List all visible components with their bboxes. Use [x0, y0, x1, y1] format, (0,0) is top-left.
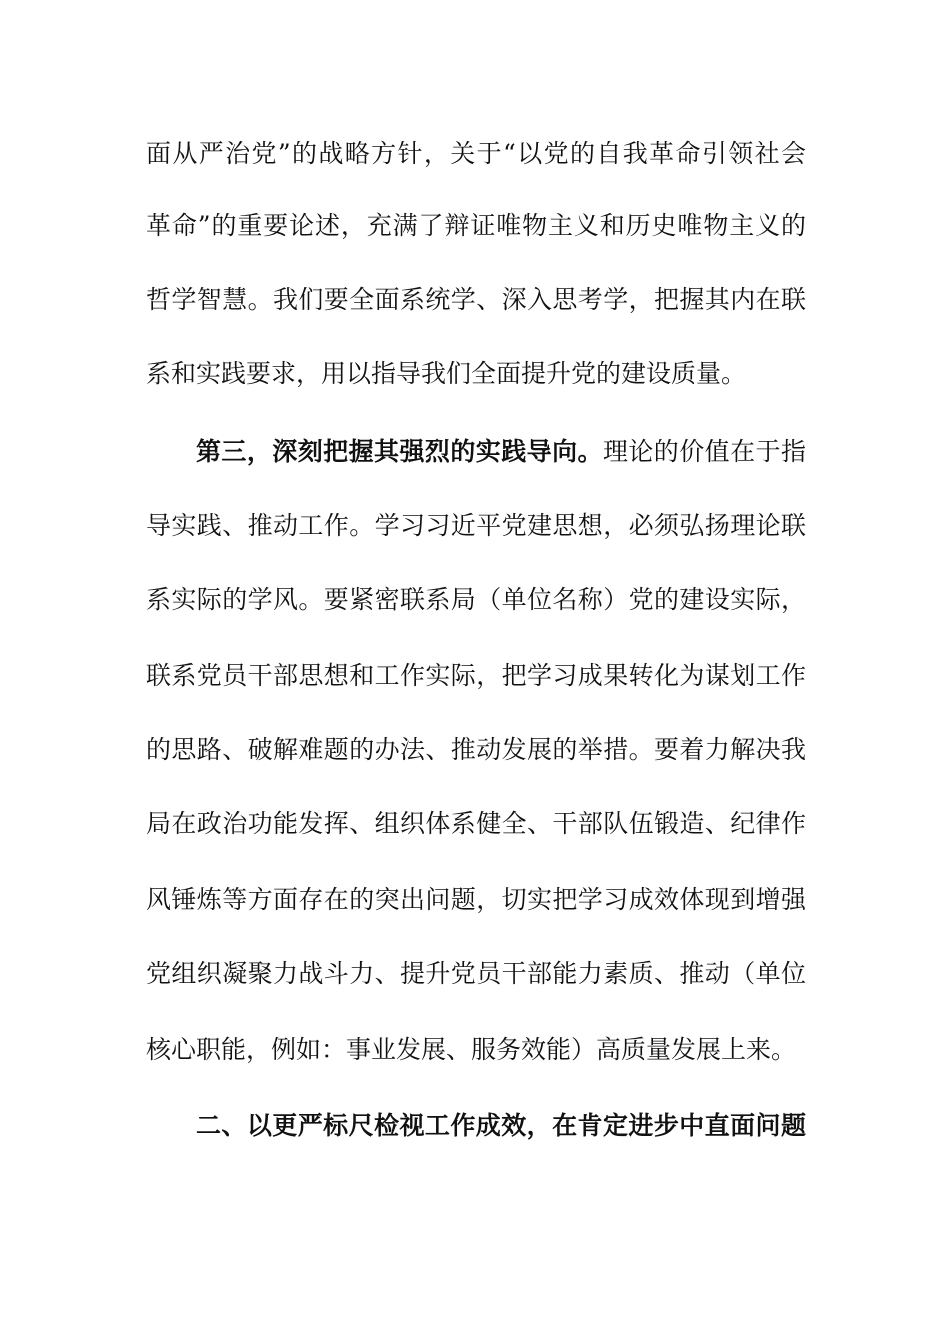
paragraph-2-lead-bold: 第三，深刻把握其强烈的实践导向。 [196, 437, 603, 466]
paragraph-1-line-2: 革命”的重要论述，充满了辩证唯物主义和历史唯物主义的 [146, 211, 806, 240]
paragraph-2-line-9: 核心职能，例如：事业发展、服务效能）高质量发展上来。 [146, 1035, 797, 1064]
paragraph-2-line-1 [196, 432, 806, 472]
paragraph-1-line-4: 系和实践要求，用以指导我们全面提升党的建设质量。 [146, 359, 747, 388]
paragraph-2-line-4: 联系党员干部思想和工作实际，把学习成果转化为谋划工作 [146, 661, 806, 690]
paragraph-1-line-1: 面从严治党”的战略方针，关于“以党的自我革命引领社会 [146, 139, 806, 168]
paragraph-2-line-5: 的思路、破解难题的办法、推动发展的举措。要着力解决我 [146, 735, 806, 764]
section-heading: 二、以更严标尺检视工作成效，在肯定进步中直面问题 [196, 1111, 806, 1140]
paragraph-1-line-3: 哲学智慧。我们要全面系统学、深入思考学，把握其内在联 [146, 285, 806, 314]
paragraph-2-line-8: 党组织凝聚力战斗力、提升党员干部能力素质、推动（单位 [146, 959, 806, 988]
paragraph-2-line-7: 风锤炼等方面存在的突出问题，切实把学习成效体现到增强 [146, 885, 806, 914]
paragraph-2-line-6: 局在政治功能发挥、组织体系健全、干部队伍锻造、纪律作 [146, 809, 806, 838]
paragraph-2-line-2: 导实践、推动工作。学习习近平党建思想，必须弘扬理论联 [146, 511, 806, 540]
paragraph-2-lead-rest: 理论的价值在于指 [602, 437, 806, 466]
paragraph-2-line-3: 系实际的学风。要紧密联系局（单位名称）党的建设实际， [146, 585, 806, 614]
